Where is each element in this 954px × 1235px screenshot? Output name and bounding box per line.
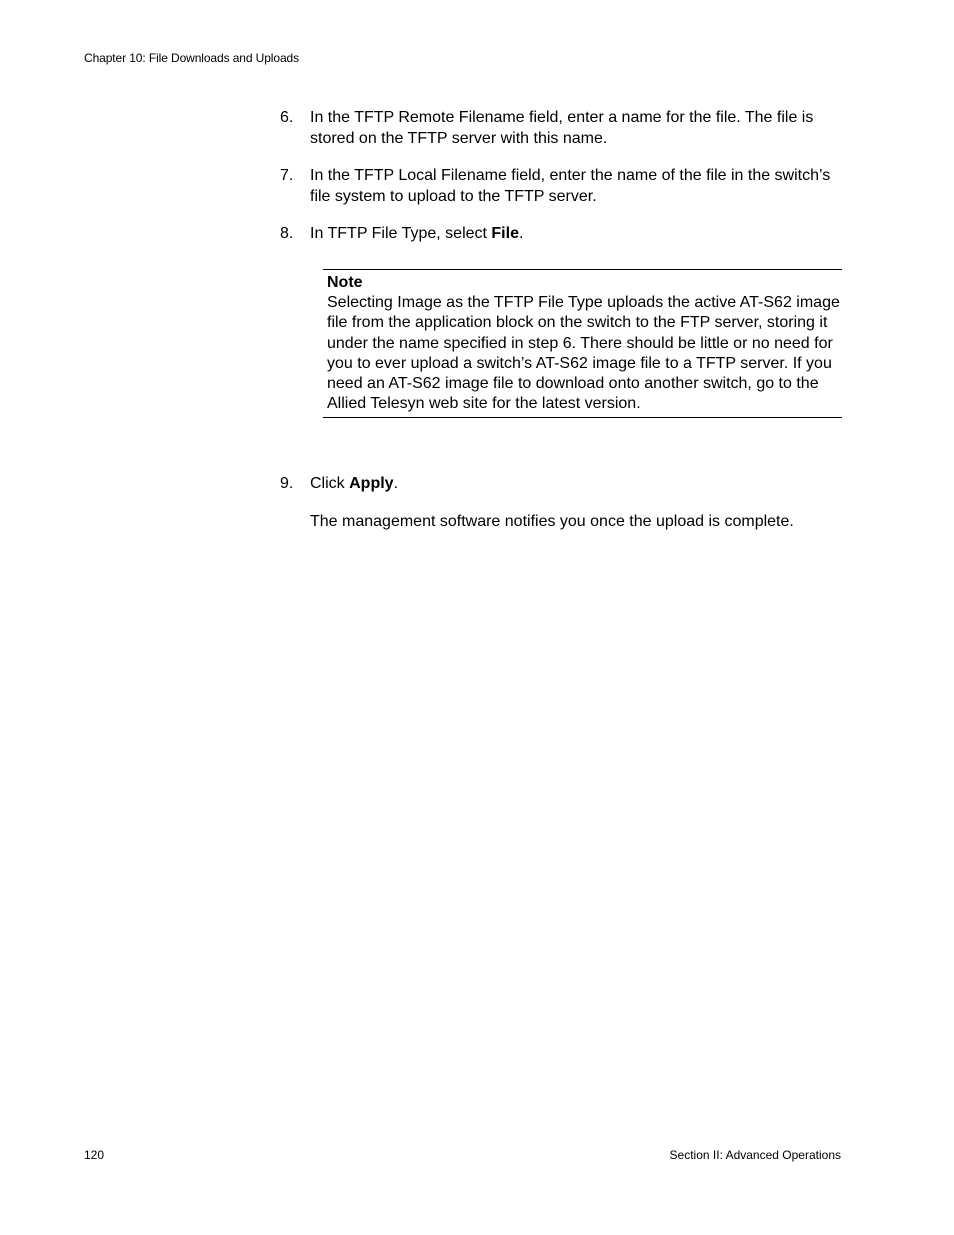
step-text-lead: Click — [310, 475, 350, 492]
step-number: 8. — [280, 225, 294, 242]
step-9 — [280, 473, 842, 494]
step-text-tail: . — [393, 475, 399, 492]
footer-section: Section II: Advanced Operations — [669, 1148, 841, 1162]
step-7 — [280, 165, 842, 207]
note-body: Selecting Image as the TFTP File Type uploads the active AT-S62 image file from the application block on the switch to the FTP server, storing it under the name specified in step 6. There should be little or no need for you to ever upload a switch’s AT-S62 image file to a TFTP server. If you need an AT-S62 image file to download onto another switch, go to the Allied Telesyn web site for the latest version. — [327, 294, 840, 413]
step-8 — [280, 223, 842, 244]
step-number: 9. — [280, 475, 294, 492]
note-heading: Note — [327, 274, 363, 291]
step-number: 6. — [280, 109, 294, 126]
step-text: In the TFTP Local Filename field, enter the name of the file in the switch’s file system to upload to the TFTP server. — [310, 167, 831, 205]
note-box — [323, 269, 842, 418]
step-text-bold: Apply — [349, 475, 394, 492]
step-text-lead: In TFTP File Type, select — [310, 225, 492, 242]
step-text: In the TFTP Remote Filename field, enter a name for the file. The file is stored on the TFTP server with this name. — [310, 109, 814, 147]
running-head: Chapter 10: File Downloads and Uploads — [84, 51, 299, 65]
page-number: 120 — [84, 1148, 105, 1162]
step-text-tail: . — [518, 225, 524, 242]
step-text — [310, 223, 842, 244]
step-text-bold: File — [491, 225, 519, 242]
step-number: 7. — [280, 167, 294, 184]
closing-paragraph: The management software notifies you once the upload is complete. — [310, 513, 794, 530]
step-6 — [280, 107, 842, 149]
step-text — [310, 473, 842, 494]
